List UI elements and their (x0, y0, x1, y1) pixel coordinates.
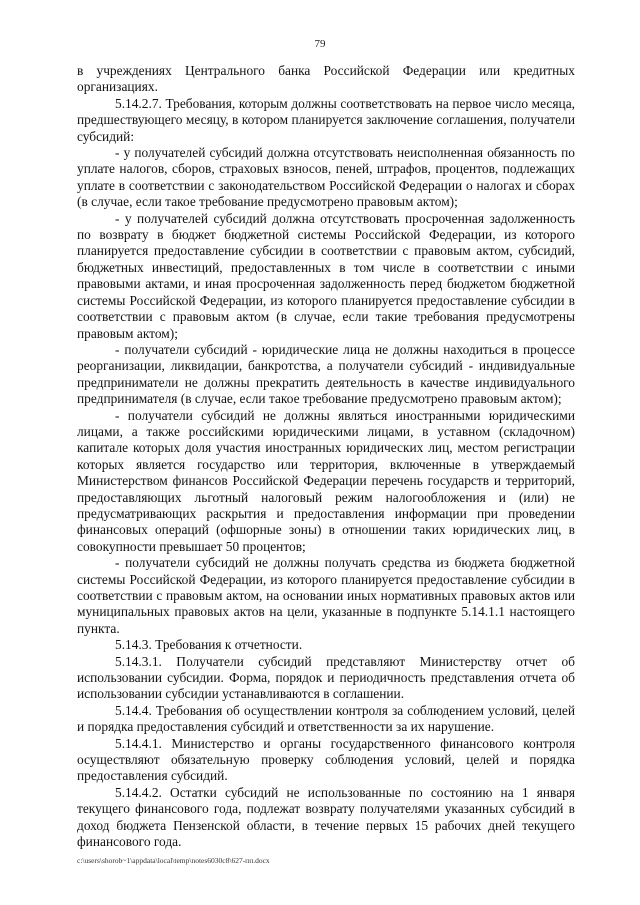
paragraph: в учреждениях Центрального банка Российской Федерации или кредитных организациях. (77, 63, 575, 95)
list-item: - у получателей субсидий должна отсутствовать просроченная задолженность по возврату в бюджет бюджетной системы Российской Федерации, из которого планируется предоставление субсидии в соответствии с правовым актом, субсидий, бюджетных инвестиций, предоставленных в том числе в соответствии с иными правовыми актами, и иная просроченная задолженность перед бюджетом бюджетной системы Российской Федерации, из которого планируется предоставление субсидии в соответствии с правовым актом (в случае, если такие требования предусмотрены правовым актом); (77, 210, 575, 341)
footer-file-path: c:\users\shorob~1\appdata\local\temp\notes6030c8\627-пп.docx (77, 856, 270, 865)
paragraph: 5.14.2.7. Требования, которым должны соответствовать на первое число месяца, предшествующего месяцу, в котором планируется заключение соглашения, получатели субсидий: (77, 95, 575, 144)
list-item: - получатели субсидий - юридические лица не должны находиться в процессе реорганизации, ликвидации, банкротства, а получатели субсидий - индивидуальные предприниматели не должны прекратить деятельность в качестве индивидуального предпринимателя (в случае, если такое требование предусмотрено правовым актом); (77, 341, 575, 407)
section-heading: 5.14.4. Требования об осуществлении контроля за соблюдением условий, целей и порядка предоставления субсидий и ответственности за их нарушение. (77, 702, 575, 735)
paragraph: 5.14.4.2. Остатки субсидий не использованные по состоянию на 1 января текущего финансового года, подлежат возврату получателями указанных субсидий в доход бюджета Пензенской области, в течение первых 15 рабочих дней текущего финансового года. (77, 784, 575, 850)
document-body (77, 63, 575, 851)
paragraph: 5.14.3.1. Получатели субсидий представляют Министерству отчет об использовании субсидии. Форма, порядок и периодичность представления отчета об использовании субсидии устанавливаются в соглашении. (77, 653, 575, 702)
list-item: - получатели субсидий не должны получать средства из бюджета бюджетной системы Российской Федерации, из которого планируется предоставление субсидии в соответствии с правовым актом, на основании иных нормативных правовых актов или муниципальных правовых актов на цели, указанные в подпункте 5.14.1.1 настоящего пункта. (77, 555, 575, 636)
page-number: 79 (314, 38, 326, 50)
section-heading: 5.14.3. Требования к отчетности. (115, 637, 303, 653)
list-item: - у получателей субсидий должна отсутствовать неисполненная обязанность по уплате налогов, сборов, страховых взносов, пеней, штрафов, процентов, подлежащих уплате в соответствии с законодательством Российской Федерации о налогах и сборах (в случае, если такое требование предусмотрено правовым актом); (77, 145, 575, 210)
paragraph: 5.14.4.1. Министерство и органы государственного финансового контроля осуществляют обязательную проверку соблюдения условий, целей и порядка предоставления субсидий. (77, 735, 575, 784)
list-item: - получатели субсидий не должны являться иностранными юридическими лицами, а также российскими юридическими лицами, в уставном (складочном) капитале которых доля участия иностранных юридических лиц, местом регистрации которых является государство или территория, включенные в утверждаемый Министерством финансов Российской Федерации перечень государств и территорий, предоставляющих льготный налоговый режим налогообложения и (или) не предусматривающих раскрытия и предоставления информации при проведении финансовых операций (офшорные зоны) в отношении таких юридических лиц, в совокупности превышает 50 процентов; (77, 407, 575, 554)
